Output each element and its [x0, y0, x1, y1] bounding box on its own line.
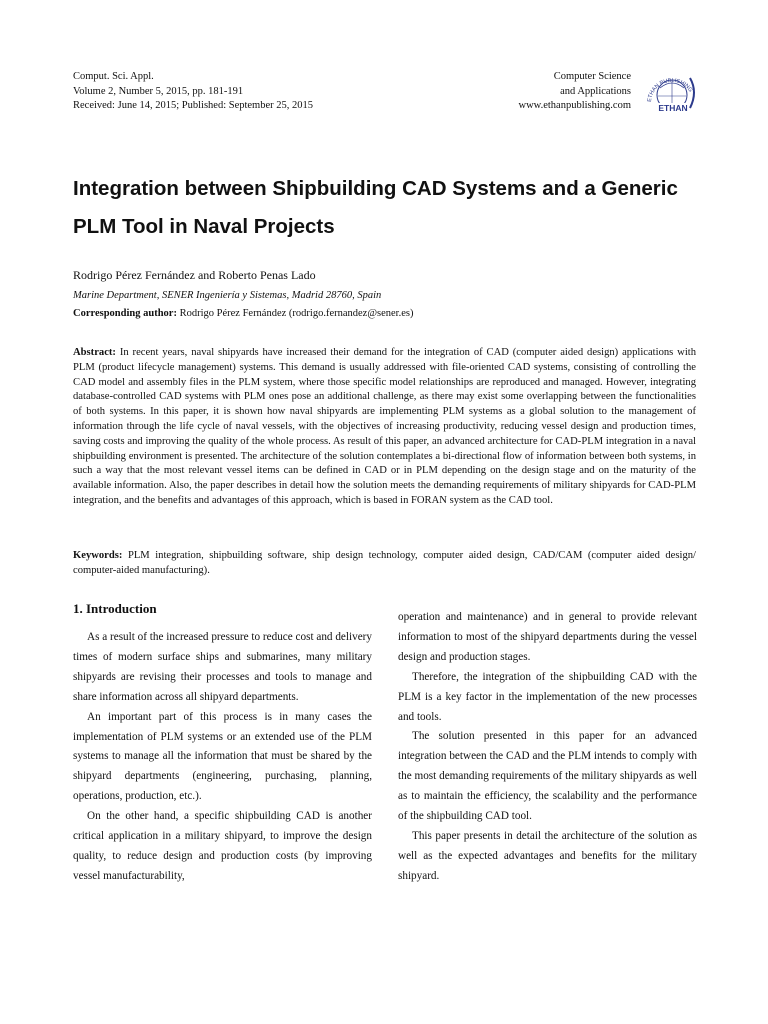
svg-text:ETHAN: ETHAN — [658, 103, 688, 113]
publisher-url: www.ethanpublishing.com — [518, 100, 631, 111]
journal-header — [73, 70, 313, 114]
body-column-left — [73, 628, 372, 887]
paragraph: Therefore, the integration of the shipbuilding CAD with the PLM is a key factor in the implementation of the new processes and tools. — [398, 670, 697, 723]
corresponding-author-text: Rodrigo Pérez Fernández (rodrigo.fernandez@sener.es) — [179, 308, 414, 319]
body-column-right — [398, 608, 697, 887]
publisher-journal-line-2: and Applications — [560, 85, 631, 97]
publisher-header — [519, 70, 631, 114]
journal-dates: Received: June 14, 2015; Published: September 25, 2015 — [73, 100, 314, 111]
journal-volume: Volume 2, Number 5, 2015, pp. 181-191 — [73, 85, 244, 97]
abstract-text: In recent years, naval shipyards have increased their demand for the integration of CAD (computer aided design) applications with PLM (product lifecycle management) systems. This demand is usually addressed with file-oriented CAD systems, consisting of controlling the CAD model and assembly files in the PLM system, where those specific model relationships are reproduced and managed. However, integrating database-controlled CAD systems with PLM ones pose an additional challenge, as there may exist some overlapping between the functionalities of both systems. In this paper, it is shown how naval shipyards are implementing PLM systems as a global solution to the management of information through the life cycle of naval vessels, with the objectives of increasing productivity, reducing vessel design and production times, saving costs and improving the quality of the whole process. As result of this paper, an advanced architecture for CAD-PLM integration in a naval shipbuilding environment is presented. The architecture of the solution contemplates a bi-directional flow of information between both systems, in such a way that the most relevant vessel items can be defined in CAD or in PLM depending on the design stage and on the maturity of the available information. Also, the paper describes in detail how the solution meets the demanding requirements of military shipyards for CAD-PLM integration, and the benefits and advantages of this approach, which is based in FORAN system as the CAD tool. — [73, 347, 696, 506]
svg-text:ETHAN PUBLISHING: ETHAN PUBLISHING — [646, 77, 694, 103]
journal-name: Comput. Sci. Appl. — [73, 71, 154, 82]
publisher-journal-line-1: Computer Science — [553, 71, 631, 82]
keywords-text: PLM integration, shipbuilding software, ship design technology, computer aided design, CAD/CAM (computer aided design/ computer-aided manufacturing). — [73, 550, 696, 576]
abstract-label: Abstract: — [73, 347, 116, 358]
paper-authors: Rodrigo Pérez Fernández and Roberto Penas Lado — [73, 268, 316, 282]
abstract — [73, 346, 696, 509]
keywords-label: Keywords: — [73, 550, 123, 561]
paragraph: On the other hand, a specific shipbuilding CAD is another critical application in a military shipyard, to improve the design quality, to reduce design and production costs (by improving vessel manufacturability, — [73, 810, 372, 882]
corresponding-author-label: Corresponding author: — [73, 308, 177, 319]
publisher-logo-icon — [643, 66, 699, 116]
paragraph: This paper presents in detail the architecture of the solution as well as the expected advantages and benefits for the military shipyard. — [398, 829, 697, 882]
paper-title: Integration between Shipbuilding CAD Systems and a Generic PLM Tool in Naval Projects — [73, 177, 678, 238]
paragraph: As a result of the increased pressure to reduce cost and delivery times of modern surface ships and submarines, many military shipyards are revising their processes and tools to manage and share information across all shipyard departments. — [73, 631, 372, 703]
paragraph: The solution presented in this paper for an advanced integration between the CAD and the PLM intends to comply with the most demanding requirements of the military shipyards as well as to maintain the efficiency, the scalability and the performance of the shipbuilding CAD tool. — [398, 730, 697, 823]
paragraph: An important part of this process is in many cases the implementation of PLM systems or an extended use of the PLM systems to manage all the information that must be shared by the shipyard departments (engineering, purchasing, planning, operations, production, etc.). — [73, 710, 372, 803]
author-affiliation: Marine Department, SENER Ingeniería y Sistemas, Madrid 28760, Spain — [73, 290, 382, 301]
paragraph: operation and maintenance) and in general to provide relevant information to most of the shipyard departments during the vessel design and production stages. — [398, 611, 697, 663]
corresponding-author — [73, 307, 413, 321]
keywords — [73, 549, 696, 579]
section-heading-introduction: 1. Introduction — [73, 601, 157, 616]
